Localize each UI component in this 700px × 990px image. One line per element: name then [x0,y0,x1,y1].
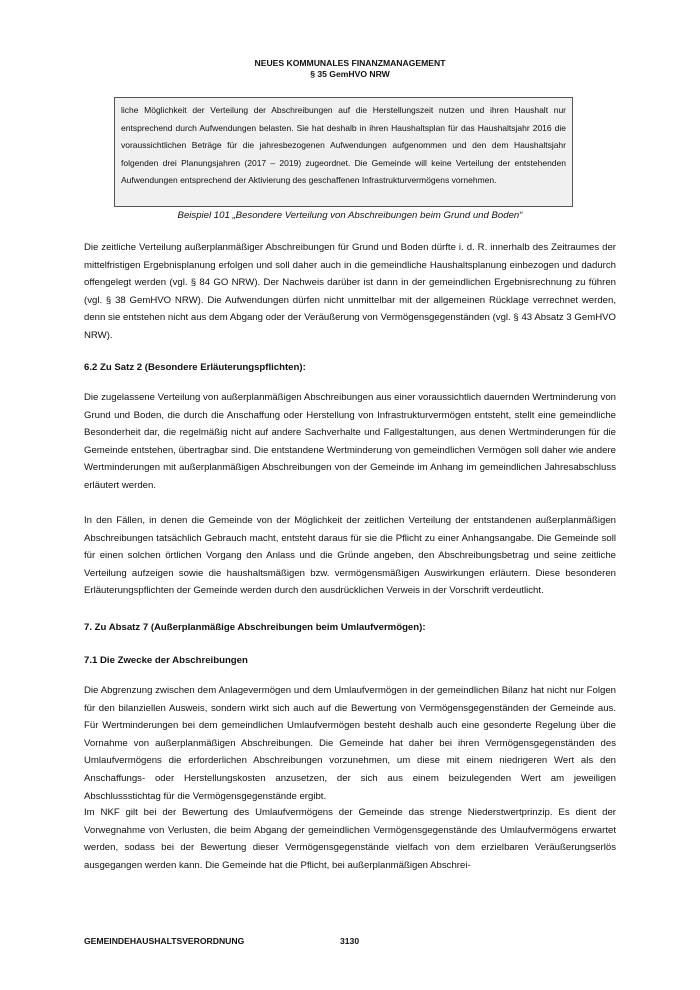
page-number: 3130 [340,936,360,946]
example-box-text: liche Möglichkeit der Verteilung der Abschreibungen auf die Herstellungszeit nutzen und ihren Haushalt nur entsprechend durch Aufwendungen belasten. Sie hat deshalb in ihren Haushaltsplan für das Haushaltsjahr 2016 die voraussichtlichen Beträge für die jahresbezogenen Aufwendungen aufgenommen und den dem Haushaltsjahr folgenden drei Planungsjahren (2017 – 2019) zugeordnet. Die Gemeinde will keine Verteilung der entstehenden Aufwendungen entsprechend der Aktivierung des geschaffenen Infrastrukturvermögens vornehmen. [121,105,566,185]
page-footer [84,936,360,946]
paragraph-block-3 [84,512,616,600]
example-caption: Beispiel 101 „Besondere Verteilung von Abschreibungen beim Grund und Boden“ [177,210,523,221]
heading-block-2 [84,622,616,634]
section-heading-7-1: 7.1 Die Zwecke der Abschreibungen [84,655,248,666]
paragraph-block-2 [84,389,616,495]
paragraph-asset-distinction: Die Abgrenzung zwischen dem Anlagevermögen und dem Umlaufvermögen in der gemeindlichen Bilanz hat nicht nur Folgen für den bilanziellen Ausweis, sondern wirkt sich auch auf die Bewertung von Vermögensgegenständen der Gemeinde aus. Für Wertminderungen bei dem gemeindlichen Umlaufvermögen besteht deshalb auch eine gesonderte Regelung über die Vornahme von außerplanmäßigen Abschreibungen. Die Gemeinde hat daher bei ihren Vermögensgegenständen des Umlaufvermögens die erforderlichen Abschreibungen vorzunehmen, um diese mit einem niedrigeren Wert als den Anschaffungs- oder Herstellungskosten anzusetzen, der sich aus einem beizulegenden Wert am jeweiligen Abschlussstichtag für die Vermögensgegenstände ergibt. [84,685,616,802]
paragraph-time-distribution: Die zeitliche Verteilung außerplanmäßiger Abschreibungen für Grund und Boden dürfte i. d. R. innerhalb des Zeitraumes der mittelfristigen Ergebnisplanung erfolgen und soll daher auch in die gemeindliche Haushaltsplanung einbezogen und dadurch offengelegt werden (vgl. § 84 GO NRW). Der Nachweis darüber ist dann in der gemeindlichen Ergebnisrechnung zu führen (vgl. § 38 GemHVO NRW). Die Aufwendungen dürfen nicht unmittelbar mit der allgemeinen Rücklage verrechnet werden, denn sie entstehen nicht aus dem Abgang oder der Veräußerung von Vermögensgegenständen (vgl. § 43 Absatz 3 GemHVO NRW). [84,242,616,341]
paragraph-notes-obligation: In den Fällen, in denen die Gemeinde von der Möglichkeit der zeitlichen Verteilung der entstandenen außerplanmäßigen Abschreibungen tatsächlich Gebrauch macht, entsteht daraus für sie die Pflicht zu einer Anhangsangabe. Die Gemeinde soll für einen solchen örtlichen Vorgang den Anlass und die Gründe angeben, den Abschreibungsbetrag und seine zeitliche Verteilung aufzeigen sowie die haushaltsmäßigen bzw. vermögensmäßigen Auswirkungen erläutern. Diese besonderen Erläuterungspflichten der Gemeinde werden durch den ausdrücklichen Verweis in der Vorschrift verdeutlicht. [84,515,616,597]
header-section: § 35 GemHVO NRW [310,68,390,79]
heading-block-1 [84,362,616,374]
paragraph-lowest-value-principle: Im NKF gilt bei der Bewertung des Umlaufvermögens der Gemeinde das strenge Niederstwertprinzip. Es dient der Vorwegnahme von Verlusten, die beim Abgang der gemeindlichen Vermögensgegenstände des Umlaufvermögens erwartet werden, sodass bei der Bewertung dieser Vermögensgegenstände vielfach von dem erzielbaren Veräußerungserlös ausgegangen werden kann. Die Gemeinde hat die Pflicht, bei außerplanmäßigen Abschrei- [84,807,616,871]
header-title: NEUES KOMMUNALES FINANZMANAGEMENT [254,58,446,68]
heading-block-3 [84,655,616,667]
example-box [114,97,573,207]
paragraph-distribution-allowed: Die zugelassene Verteilung von außerplanmäßigen Abschreibungen aus einer voraussichtlich dauernden Wertminderung von Grund und Boden, die durch die Anschaffung oder Herstellung von Infrastrukturvermögen entsteht, stellt eine gemeindliche Besonderheit dar, die regelmäßig nicht auf andere Sachverhalte und Fallgestaltungen, aus denen Wertminderungen für die Gemeinde entstehen, übertragbar sind. Die entstandene Wertminderung von gemeindlichen Vermögen soll daher wie andere Wertminderungen mit außerplanmäßigen Abschreibungen von der Gemeinde im Anhang im gemeindlichen Jahresabschluss erläutert werden. [84,392,616,491]
footer-title: GEMEINDEHAUSHALTSVERORDNUNG [84,936,245,946]
section-heading-6-2: 6.2 Zu Satz 2 (Besondere Erläuterungspflichten): [84,362,306,373]
section-heading-7: 7. Zu Absatz 7 (Außerplanmäßige Abschreibungen beim Umlaufvermögen): [84,622,426,633]
paragraph-block-4 [84,682,616,805]
page-header [0,58,700,79]
paragraph-block-5 [84,804,616,874]
paragraph-block-1 [84,239,616,345]
